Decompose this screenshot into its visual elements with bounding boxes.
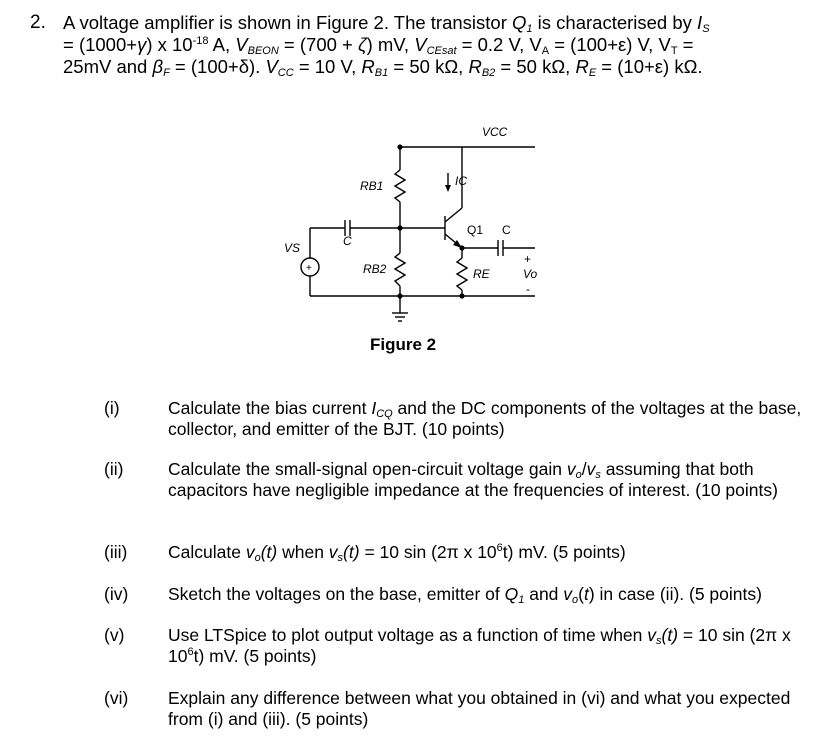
vo-plus: +: [524, 252, 532, 266]
ic-label: IC: [455, 174, 467, 188]
rb2-label: RB2: [363, 262, 387, 276]
re-label: RE: [473, 267, 490, 281]
vo-minus: -: [526, 282, 530, 296]
part-text: Calculate $v_o(t)$ when $v_s(t) = 10$ sin (2π x $10^6t$) mV. (5 points): [168, 542, 626, 564]
rb1-label: RB1: [360, 179, 384, 193]
vs-label: VS: [284, 241, 301, 255]
question-number: 2.: [30, 12, 46, 33]
intro-line-3: 25mV and $\beta_F = (100+\delta)$. $V_{CC} = 10$ V, $R_{B1} = 50$ kΩ, $R_{B2} = 50$ kΩ, $R_E = (10+\varepsilon)$ kΩ.: [63, 56, 703, 79]
rb2-resistor: [395, 253, 405, 286]
question-intro: [63, 12, 803, 78]
intro-line-1: A voltage amplifier is shown in Figure 2. The transistor $Q_1$ is characterised by $I_S$: [63, 12, 710, 35]
output-capacitor-label: C: [502, 223, 511, 237]
vcc-label: VCC: [482, 125, 508, 139]
input-capacitor-label: C: [343, 234, 352, 248]
part-label: (iv): [104, 584, 129, 604]
q1-label: Q1: [467, 223, 484, 237]
part-text: Calculate the small-signal open-circuit voltage gain $v_o/v_s$ assuming that both capacitors have negligible impedance at the frequencies of interest. (10 points): [168, 459, 778, 500]
vs-plus: +: [306, 263, 312, 274]
part-text: Calculate the bias current $I_{CQ}$ and the DC components of the voltages at the base, collector, and emitter of the BJT. (10 points): [168, 398, 802, 439]
part-label: (i): [104, 398, 120, 418]
part-text: Sketch the voltages on the base, emitter of $Q_1$ and $v_o(t)$ in case (ii). (5 points): [168, 584, 762, 606]
vo-label: Vo: [523, 267, 538, 281]
figure-caption: Figure 2: [370, 335, 437, 354]
re-resistor: [457, 258, 467, 290]
part-text: Use LTSpice to plot output voltage as a function of time when $v_s(t) = 10$ sin (2π x $10^6t$) mV. (5 points): [168, 625, 791, 666]
part-label: (iii): [104, 542, 128, 562]
intro-line-2: = (1000+γ) x $10^{-18}$ A, $V_{BEON} = (700 + \zeta)$ mV, $V_{CEsat} = 0.2$ V, $V_A = (100+\varepsilon)$ V, $V_T$ =: [63, 34, 694, 57]
part-text: Explain any difference between what you obtained in (vi) and what you expected from (i) and (iii). (5 points): [168, 688, 791, 729]
part-label: (v): [104, 625, 125, 645]
rb1-resistor: [395, 170, 405, 202]
part-label: (ii): [104, 459, 124, 479]
part-label: (vi): [104, 688, 129, 708]
amplifier-circuit-diagram: [270, 118, 560, 333]
